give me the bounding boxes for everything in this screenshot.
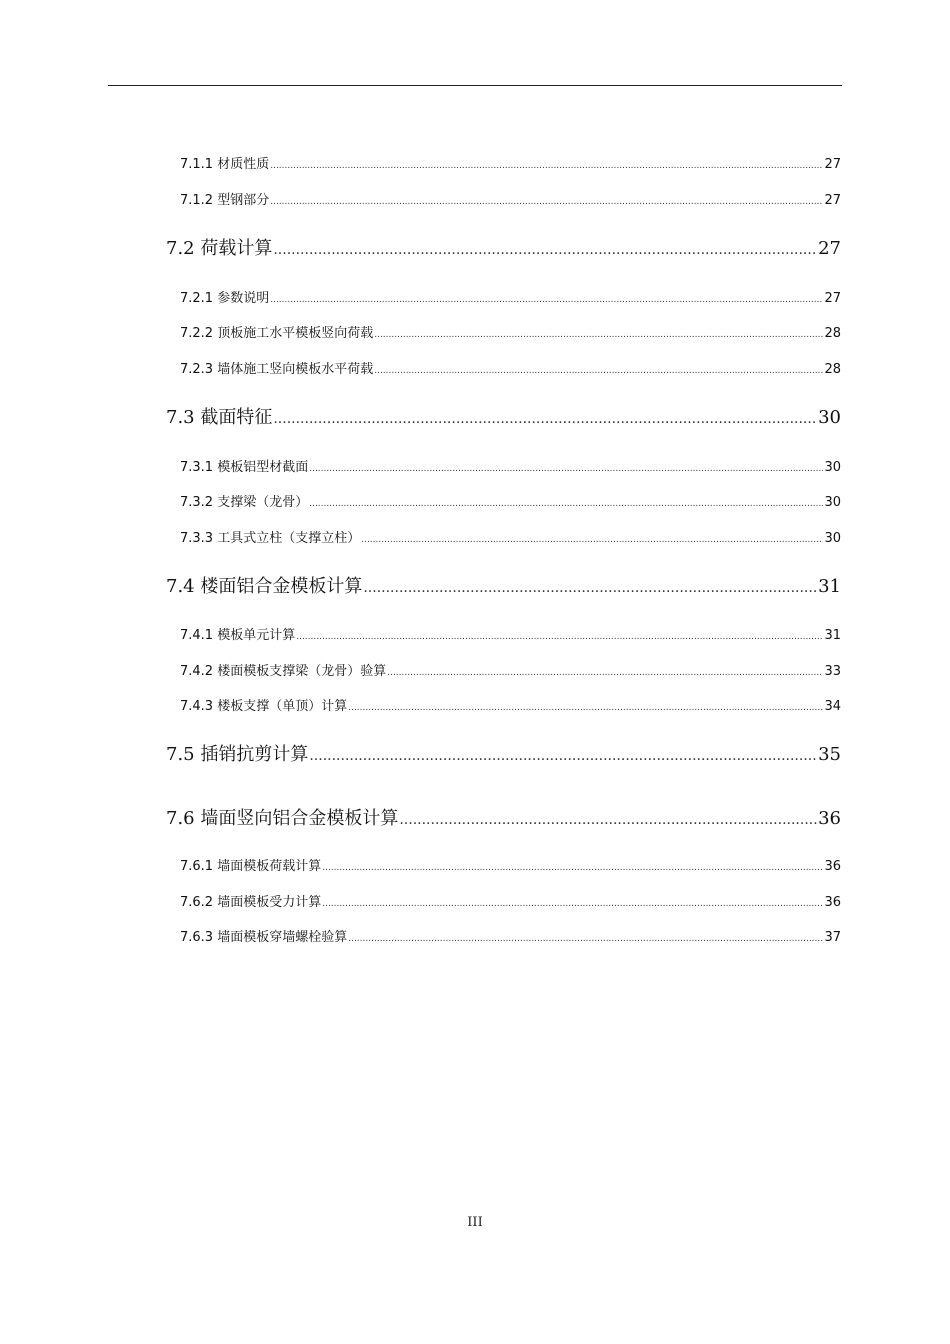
dot-leader [348, 930, 823, 945]
toc-entry-label: 7.3 截面特征 [166, 407, 273, 428]
toc-entry-7-1-2[interactable] [180, 189, 841, 208]
dot-leader [363, 576, 817, 597]
toc-entry-7-4-1[interactable] [180, 624, 841, 643]
toc-entry-page: 30 [824, 531, 841, 546]
toc-entry-7-2-1[interactable] [180, 287, 841, 306]
dot-leader [399, 808, 817, 829]
toc-entry-page: 27 [824, 193, 841, 208]
toc-entry-label: 7.1.2 型钢部分 [180, 193, 270, 208]
toc-entry-7-4-3[interactable] [180, 695, 841, 714]
toc-entry-label: 7.6.1 墙面模板荷载计算 [180, 859, 322, 874]
dot-leader [322, 859, 823, 874]
toc-entry-label: 7.2.1 参数说明 [180, 291, 270, 306]
toc-entry-page: 27 [824, 291, 841, 306]
toc-entry-page: 34 [824, 699, 841, 714]
toc-entry-page: 31 [824, 628, 841, 643]
toc-entry-label: 7.3.3 工具式立柱（支撑立柱） [180, 531, 361, 546]
toc-entry-page: 37 [824, 930, 841, 945]
toc-entry-7-2[interactable] [166, 234, 841, 260]
dot-leader [273, 407, 817, 428]
toc-entry-label: 7.5 插销抗剪计算 [166, 744, 309, 765]
dot-leader [387, 664, 823, 679]
toc-entry-label: 7.2.3 墙体施工竖向模板水平荷载 [180, 362, 374, 377]
toc-entry-page: 27 [824, 157, 841, 172]
toc-entry-label: 7.3.1 模板铝型材截面 [180, 460, 309, 475]
toc-entry-7-6[interactable] [166, 804, 841, 830]
toc-entry-7-3-3[interactable] [180, 527, 841, 546]
toc-entry-page: 36 [818, 808, 841, 829]
toc-entry-7-2-2[interactable] [180, 322, 841, 341]
dot-leader [296, 628, 823, 643]
toc-entry-label: 7.2 荷载计算 [166, 238, 273, 259]
toc-entry-7-6-2[interactable] [180, 891, 841, 910]
toc-entry-7-4-2[interactable] [180, 660, 841, 679]
toc-entry-label: 7.6.2 墙面模板受力计算 [180, 895, 322, 910]
toc-entry-page: 35 [818, 744, 841, 765]
toc-entry-page: 36 [824, 859, 841, 874]
toc-entry-7-5[interactable] [166, 740, 841, 766]
toc-entry-7-3-2[interactable] [180, 491, 841, 510]
toc-entry-page: 30 [818, 407, 841, 428]
toc-entry-label: 7.3.2 支撑梁（龙骨） [180, 495, 309, 510]
toc-entry-7-3-1[interactable] [180, 456, 841, 475]
toc-entry-7-6-1[interactable] [180, 855, 841, 874]
dot-leader [273, 238, 817, 259]
toc-entry-page: 31 [818, 576, 841, 597]
toc-entry-label: 7.4.3 楼板支撑（单顶）计算 [180, 699, 348, 714]
toc-entry-7-3[interactable] [166, 403, 841, 429]
toc-entry-7-2-3[interactable] [180, 358, 841, 377]
dot-leader [270, 157, 823, 172]
toc-entry-label: 7.6 墙面竖向铝合金模板计算 [166, 808, 399, 829]
toc-entry-7-6-3[interactable] [180, 926, 841, 945]
dot-leader [309, 495, 823, 510]
toc-entry-label: 7.6.3 墙面模板穿墙螺栓验算 [180, 930, 348, 945]
dot-leader [374, 362, 823, 377]
dot-leader [348, 699, 823, 714]
page-number: III [467, 1215, 483, 1230]
toc-entry-label: 7.4.1 模板单元计算 [180, 628, 296, 643]
toc-entry-page: 33 [824, 664, 841, 679]
toc-entry-label: 7.4.2 楼面模板支撑梁（龙骨）验算 [180, 664, 387, 679]
dot-leader [374, 326, 823, 341]
toc-entry-page: 28 [824, 362, 841, 377]
dot-leader [270, 291, 823, 306]
dot-leader [270, 193, 823, 208]
toc-entry-page: 28 [824, 326, 841, 341]
toc-entry-label: 7.4 楼面铝合金模板计算 [166, 576, 363, 597]
toc-entry-7-4[interactable] [166, 572, 841, 598]
toc-entry-label: 7.2.2 顶板施工水平模板竖向荷载 [180, 326, 374, 341]
dot-leader [361, 531, 823, 546]
toc-entry-page: 30 [824, 460, 841, 475]
dot-leader [309, 744, 817, 765]
dot-leader [309, 460, 823, 475]
toc-entry-page: 27 [818, 238, 841, 259]
toc-entry-page: 36 [824, 895, 841, 910]
toc-entry-label: 7.1.1 材质性质 [180, 157, 270, 172]
dot-leader [322, 895, 823, 910]
toc-entry-page: 30 [824, 495, 841, 510]
toc-entry-7-1-1[interactable] [180, 153, 841, 172]
